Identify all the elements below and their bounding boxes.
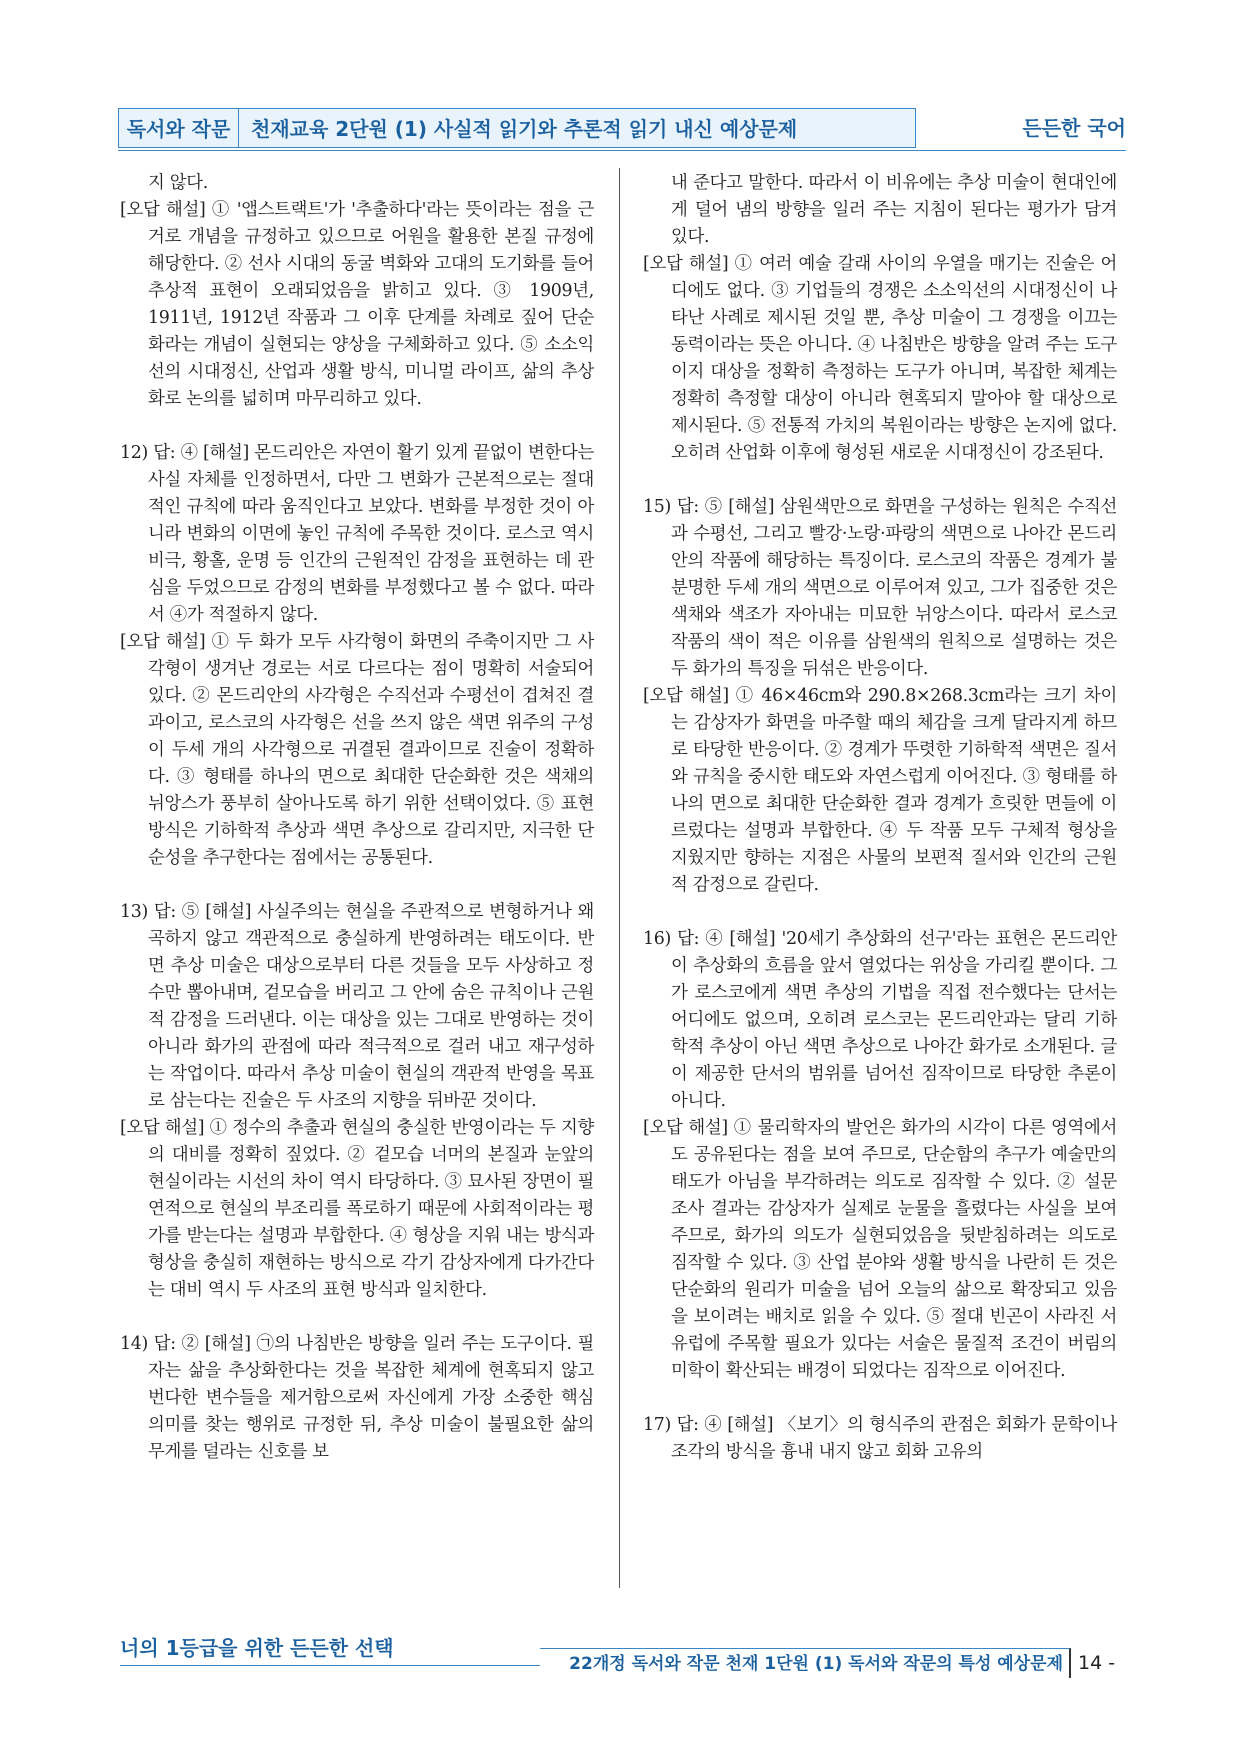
right-column xyxy=(643,170,1117,1466)
wrong-answer-explanation: [오답 해설] ① 두 화가 모두 사각형이 화면의 주축이지만 그 사각형이 생겨난 경로는 서로 다르다는 점이 명확히 서술되어 있다. ② 몬드리안의 사각형은 수직선과 수평선이 겹쳐진 결과이고, 로스코의 사각형은 선을 쓰지 않은 색면 위주의 구성이 두세 개의 사각형으로 귀결된 결과이므로 진술이 정확하다. ③ 형태를 하나의 면으로 최대한 단순화한 것은 색채의 뉘앙스가 풍부히 살아나도록 하기 위한 선택이었다. ⑤ 표현 방식은 기하학적 추상과 색면 추상으로 갈리지만, 지극한 단순성을 추구한다는 점에서는 공통된다. xyxy=(120,632,594,868)
wrong-answer-explanation: [오답 해설] ① 46×46cm와 290.8×268.3cm라는 크기 차이는 감상자가 화면을 마주할 때의 체감을 크게 달라지게 하므로 타당한 반응이다. ② 경계가 뚜렷한 기하학적 색면은 질서와 규칙을 중시한 태도와 자연스럽게 이어진다. ③ 형태를 하나의 면으로 최대한 단순화한 결과 경계가 흐릿한 면들에 이르렀다는 설명과 부합한다. ④ 두 작품 모두 구체적 형상을 지웠지만 향하는 지점은 사물의 보편적 질서와 인간의 근원적 감정으로 갈린다. xyxy=(643,686,1117,895)
brand-label: 든든한 국어 xyxy=(1022,116,1126,140)
wrong-answer-explanation: [오답 해설] ① 물리학자의 발언은 화가의 시각이 다른 영역에서도 공유된다는 점을 보여 주므로, 단순함의 추구가 예술만의 태도가 아님을 부각하려는 의도로 짐작할 수 있다. ② 설문 조사 결과는 감상자가 실제로 눈물을 흘렸다는 사실을 보여 주므로, 화가의 의도가 실현되었음을 뒷받침하려는 의도로 짐작할 수 있다. ③ 산업 분야와 생활 방식을 나란히 든 것은 단순화의 원리가 미술을 넘어 오늘의 삶으로 확장되고 있음을 보이려는 배치로 읽을 수 있다. ⑤ 절대 빈곤이 사라진 서유럽에 주목할 필요가 있다는 서술은 물질적 조건이 버림의 미학이 확산되는 배경이 되었다는 짐작으로 이어진다. xyxy=(643,1118,1117,1381)
page-number: 14 - xyxy=(1078,1652,1116,1674)
footer-book-title: 22개정 독서와 작문 천재 1단원 (1) 독서와 작문의 특성 예상문제 xyxy=(540,1648,1071,1678)
answer-13: 13) 답: ⑤ [해설] 사실주의는 현실을 주관적으로 변형하거나 왜곡하지 않고 객관적으로 충실하게 반영하려는 태도이다. 반면 추상 미술은 대상으로부터 다른 것들을 모두 사상하고 정수만 뽑아내며, 겉모습을 버리고 그 안에 숨은 규칙이나 근원적 감정을 드러낸다. 이는 대상을 있는 그대로 반영하는 것이 아니라 화가의 관점에 따라 적극적으로 걸러 내고 재구성하는 작업이다. 따라서 추상 미술이 현실의 객관적 반영을 목표로 삼는다는 진술은 두 사조의 지향을 뒤바꾼 것이다. xyxy=(120,902,594,1111)
page-header xyxy=(118,108,1126,151)
footer-slogan: 너의 1등급을 위한 든든한 선택 xyxy=(120,1632,540,1666)
answer-15: 15) 답: ⑤ [해설] 삼원색만으로 화면을 구성하는 원칙은 수직선과 수평선, 그리고 빨강·노랑·파랑의 색면으로 나아간 몬드리안의 작품에 해당하는 특징이다. 로스코의 작품은 경계가 불분명한 두세 개의 색면으로 이루어져 있고, 그가 집중한 것은 색채와 색조가 자아내는 미묘한 뉘앙스이다. 따라서 로스코 작품의 색이 적은 이유를 삼원색의 원칙으로 설명하는 것은 두 화가의 특징을 뒤섞은 반응이다. xyxy=(643,497,1117,679)
wrong-answer-explanation: [오답 해설] ① 여러 예술 갈래 사이의 우열을 매기는 진술은 어디에도 없다. ③ 기업들의 경쟁은 소소익선의 시대정신이 나타난 사례로 제시된 것일 뿐, 추상 미술이 그 경쟁을 이끄는 동력이라는 뜻은 아니다. ④ 나침반은 방향을 알려 주는 도구이지 대상을 정확히 측정하는 도구가 아니며, 복잡한 체계는 정확히 측정할 대상이 아니라 현혹되지 말아야 할 대상으로 제시된다. ⑤ 전통적 가치의 복원이라는 방향은 논지에 없다. 오히려 산업화 이후에 형성된 새로운 시대정신이 강조된다. xyxy=(643,254,1117,463)
column-divider xyxy=(619,168,620,1588)
paragraph: 지 않다. xyxy=(148,173,208,193)
paragraph: 내 준다고 말한다. 따라서 이 비유에는 추상 미술이 현대인에게 덜어 냄의 방향을 일러 주는 지침이 된다는 평가가 담겨 있다. xyxy=(671,173,1117,247)
answer-17: 17) 답: ④ [해설] 〈보기〉의 형식주의 관점은 회화가 문학이나 조각의 방식을 흉내 내지 않고 회화 고유의 xyxy=(643,1415,1117,1462)
left-column xyxy=(120,170,594,1466)
exam-title: 천재교육 2단원 (1) 사실적 읽기와 추론적 읽기 내신 예상문제 xyxy=(238,108,916,148)
answer-12: 12) 답: ④ [해설] 몬드리안은 자연이 활기 있게 끝없이 변한다는 사실 자체를 인정하면서, 다만 그 변화가 근본적으로는 절대적인 규칙에 따라 움직인다고 보았다. 변화를 부정한 것이 아니라 변화의 이면에 놓인 규칙에 주목한 것이다. 로스코 역시 비극, 황홀, 운명 등 인간의 근원적인 감정을 표현하는 데 관심을 두었으므로 감정의 변화를 부정했다고 볼 수 없다. 따라서 ④가 적절하지 않다. xyxy=(120,443,594,625)
subject-label: 독서와 작문 xyxy=(118,108,238,148)
answer-14: 14) 답: ② [해설] ㉠의 나침반은 방향을 일러 주는 도구이다. 필자는 삶을 추상화한다는 것을 복잡한 체계에 현혹되지 않고 번다한 변수들을 제거함으로써 자신에게 가장 소중한 핵심 의미를 찾는 행위로 규정한 뒤, 추상 미술이 불필요한 삶의 무게를 덜라는 신호를 보 xyxy=(120,1334,594,1462)
wrong-answer-explanation: [오답 해설] ① 정수의 추출과 현실의 충실한 반영이라는 두 지향의 대비를 정확히 짚었다. ② 겉모습 너머의 본질과 눈앞의 현실이라는 시선의 차이 역시 타당하다. ③ 묘사된 장면이 필연적으로 현실의 부조리를 폭로하기 때문에 사회적이라는 평가를 받는다는 설명과 부합한다. ④ 형상을 지워 내는 방식과 형상을 충실히 재현하는 방식으로 각기 감상자에게 다가간다는 대비 역시 두 사조의 표현 방식과 일치한다. xyxy=(120,1118,594,1300)
wrong-answer-explanation: [오답 해설] ① '앱스트랙트'가 '추출하다'라는 뜻이라는 점을 근거로 개념을 규정하고 있으므로 어원을 활용한 본질 규정에 해당한다. ② 선사 시대의 동굴 벽화와 고대의 도기화를 들어 추상적 표현이 오래되었음을 밝히고 있다. ③ 1909년, 1911년, 1912년 작품과 그 이후 단계를 차례로 짚어 단순화라는 개념이 실현되는 양상을 구체화하고 있다. ⑤ 소소익선의 시대정신, 산업과 생활 방식, 미니멀 라이프, 삶의 추상화로 논의를 넓히며 마무리하고 있다. xyxy=(120,200,594,409)
answer-16: 16) 답: ④ [해설] '20세기 추상화의 선구'라는 표현은 몬드리안이 추상화의 흐름을 앞서 열었다는 위상을 가리킬 뿐이다. 그가 로스코에게 색면 추상의 기법을 직접 전수했다는 단서는 어디에도 없으며, 오히려 로스코는 몬드리안과는 달리 기하학적 추상이 아닌 색면 추상으로 나아간 화가로 소개된다. 글이 제공한 단서의 범위를 넘어선 짐작이므로 타당한 추론이 아니다. xyxy=(643,929,1117,1111)
